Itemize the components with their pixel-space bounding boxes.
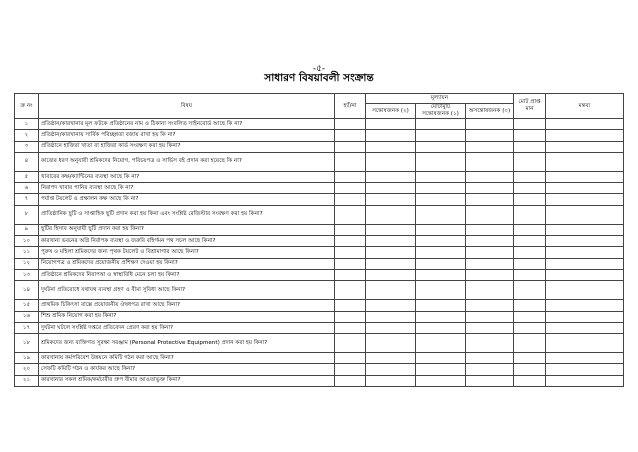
cell-total[interactable] <box>514 171 546 182</box>
cell-remarks[interactable] <box>546 247 624 258</box>
table-row <box>15 224 624 235</box>
cell-yes-no[interactable] <box>335 224 366 235</box>
row-serial: ১৫ <box>15 300 39 311</box>
cell-yes-no[interactable] <box>335 130 366 141</box>
cell-satisfactory[interactable] <box>366 269 416 280</box>
cell-remarks[interactable] <box>546 224 624 235</box>
cell-satisfactory[interactable] <box>366 171 416 182</box>
cell-yes-no[interactable] <box>335 300 366 311</box>
table-row <box>15 311 624 322</box>
header-subject: বিষয় <box>39 94 335 119</box>
cell-unsatisfactory[interactable] <box>466 152 514 171</box>
table-row <box>15 152 624 171</box>
cell-total[interactable] <box>514 119 546 130</box>
row-serial: ১৩ <box>15 269 39 280</box>
cell-remarks[interactable] <box>546 205 624 224</box>
cell-total[interactable] <box>514 375 546 386</box>
page-title: সাধারণ বিষয়াবলী সংক্রান্ত <box>264 72 374 84</box>
cell-satisfactory[interactable] <box>366 183 416 194</box>
table-row <box>15 353 624 364</box>
row-serial: ৭ <box>15 194 39 205</box>
row-serial: ৪ <box>15 152 39 171</box>
cell-yes-no[interactable] <box>335 375 366 386</box>
cell-total[interactable] <box>514 269 546 280</box>
cell-moderate[interactable] <box>416 152 466 171</box>
cell-total[interactable] <box>514 152 546 171</box>
cell-yes-no[interactable] <box>335 269 366 280</box>
cell-total[interactable] <box>514 205 546 224</box>
cell-unsatisfactory[interactable] <box>466 141 514 152</box>
table-row <box>15 205 624 224</box>
row-serial: ৮ <box>15 205 39 224</box>
table-row <box>15 322 624 333</box>
cell-unsatisfactory[interactable] <box>466 258 514 269</box>
cell-moderate[interactable] <box>416 322 466 333</box>
cell-satisfactory[interactable] <box>366 141 416 152</box>
row-question: কারখানার সকল শ্রমিক/কর্মচারীর গ্রুপ বীমার আওতাভুক্ত কিনা? <box>39 375 335 386</box>
cell-unsatisfactory[interactable] <box>466 236 514 247</box>
cell-satisfactory[interactable] <box>366 375 416 386</box>
cell-total[interactable] <box>514 183 546 194</box>
cell-remarks[interactable] <box>546 281 624 300</box>
cell-moderate[interactable] <box>416 334 466 353</box>
cell-remarks[interactable] <box>546 322 624 333</box>
row-question: প্রতিষ্ঠানে শ্রমিকদের নিরাপত্তা ও স্বাস্থ্যবিধি মেনে চলা হয় কিনা? <box>39 269 335 280</box>
row-serial: ২ <box>15 130 39 141</box>
cell-total[interactable] <box>514 300 546 311</box>
cell-unsatisfactory[interactable] <box>466 130 514 141</box>
cell-yes-no[interactable] <box>335 364 366 375</box>
cell-moderate[interactable] <box>416 375 466 386</box>
cell-satisfactory[interactable] <box>366 152 416 171</box>
cell-remarks[interactable] <box>546 141 624 152</box>
cell-yes-no[interactable] <box>335 322 366 333</box>
table-row <box>15 183 624 194</box>
cell-satisfactory[interactable] <box>366 311 416 322</box>
header-satisfactory: সন্তোষজনক (২) <box>366 104 416 119</box>
row-question: কারখানায় কর্মপরিবেশ উন্নয়নে কমিটি গঠন করা আছে কিনা? <box>39 353 335 364</box>
row-question: প্রাতিষ্ঠানিক ছুটি ও সাপ্তাহিক ছুটি প্রদান করা হয় কিনা এবং সংশ্লিষ্ট রেজিস্টার সংরক্ষণ করা হয় কিনা? <box>39 205 335 224</box>
table-row <box>15 119 624 130</box>
cell-total[interactable] <box>514 322 546 333</box>
table-row <box>15 171 624 182</box>
cell-moderate[interactable] <box>416 247 466 258</box>
cell-yes-no[interactable] <box>335 334 366 353</box>
header-remarks: মন্তব্য <box>546 94 624 119</box>
row-question: প্রাথমিক চিকিৎসা বাক্সে প্রয়োজনীয় ঔষধপত্র রাখা আছে কিনা? <box>39 300 335 311</box>
cell-yes-no[interactable] <box>335 247 366 258</box>
row-serial: ৩ <box>15 141 39 152</box>
cell-satisfactory[interactable] <box>366 281 416 300</box>
cell-remarks[interactable] <box>546 119 624 130</box>
row-serial: ১৭ <box>15 322 39 333</box>
cell-moderate[interactable] <box>416 130 466 141</box>
cell-moderate[interactable] <box>416 119 466 130</box>
cell-satisfactory[interactable] <box>366 300 416 311</box>
cell-satisfactory[interactable] <box>366 322 416 333</box>
cell-unsatisfactory[interactable] <box>466 171 514 182</box>
cell-unsatisfactory[interactable] <box>466 119 514 130</box>
cell-remarks[interactable] <box>546 269 624 280</box>
cell-remarks[interactable] <box>546 258 624 269</box>
cell-remarks[interactable] <box>546 375 624 386</box>
cell-unsatisfactory[interactable] <box>466 224 514 235</box>
cell-total[interactable] <box>514 236 546 247</box>
header-scoring: মূল্যায়ন <box>366 94 514 104</box>
row-question: সেফটি কমিটি গঠন ও কার্যকর আছে কিনা? <box>39 364 335 375</box>
row-serial: ২১ <box>15 375 39 386</box>
cell-remarks[interactable] <box>546 311 624 322</box>
cell-moderate[interactable] <box>416 300 466 311</box>
cell-remarks[interactable] <box>546 300 624 311</box>
cell-remarks[interactable] <box>546 194 624 205</box>
row-serial: ১২ <box>15 258 39 269</box>
row-question: প্রতিষ্ঠান/কারখানার মূল ফটকে প্রতিষ্ঠানের নাম ও ঠিকানা সংবলিত সাইনবোর্ড আছে কি না? <box>39 119 335 130</box>
header-yes-no: হ্যাঁ/না <box>335 94 366 119</box>
cell-unsatisfactory[interactable] <box>466 205 514 224</box>
table-row <box>15 269 624 280</box>
cell-unsatisfactory[interactable] <box>466 183 514 194</box>
cell-unsatisfactory[interactable] <box>466 269 514 280</box>
table-row <box>15 141 624 152</box>
cell-total[interactable] <box>514 334 546 353</box>
cell-yes-no[interactable] <box>335 152 366 171</box>
row-serial: ১৮ <box>15 334 39 353</box>
cell-unsatisfactory[interactable] <box>466 311 514 322</box>
cell-moderate[interactable] <box>416 171 466 182</box>
row-question: নিয়োগপত্র ও শ্রমিকদের প্রয়োজনীয় প্রশিক্ষণ দেওয়া হয় কিনা? <box>39 258 335 269</box>
cell-satisfactory[interactable] <box>366 364 416 375</box>
row-question: কাজের ধরণ অনুযায়ী শ্রমিকদের নিয়োগ, পরিচয়পত্র ও সার্ভিস বই প্রদান করা হয়েছে কি না? <box>39 152 335 171</box>
cell-total[interactable] <box>514 353 546 364</box>
table-row <box>15 364 624 375</box>
cell-satisfactory[interactable] <box>366 224 416 235</box>
table-row <box>15 247 624 258</box>
cell-satisfactory[interactable] <box>366 258 416 269</box>
cell-moderate[interactable] <box>416 311 466 322</box>
cell-remarks[interactable] <box>546 183 624 194</box>
cell-yes-no[interactable] <box>335 183 366 194</box>
cell-total[interactable] <box>514 130 546 141</box>
row-serial: ৫ <box>15 171 39 182</box>
cell-satisfactory[interactable] <box>366 205 416 224</box>
cell-yes-no[interactable] <box>335 119 366 130</box>
row-serial: ৬ <box>15 183 39 194</box>
row-question: খাবারের কক্ষ/ক্যান্টিনের ব্যবস্থা আছে কি না? <box>39 171 335 182</box>
cell-yes-no[interactable] <box>335 194 366 205</box>
cell-moderate[interactable] <box>416 194 466 205</box>
table-row <box>15 375 624 386</box>
cell-yes-no[interactable] <box>335 171 366 182</box>
row-serial: ১৯ <box>15 353 39 364</box>
cell-remarks[interactable] <box>546 364 624 375</box>
row-question: পুরুষ ও মহিলা শ্রমিকদের জন্য পৃথক টয়লেট ও বিশ্রামাগার আছে কিনা? <box>39 247 335 258</box>
row-serial: ৯ <box>15 224 39 235</box>
cell-satisfactory[interactable] <box>366 334 416 353</box>
table-row <box>15 334 624 353</box>
cell-satisfactory[interactable] <box>366 119 416 130</box>
header-unsatisfactory: অসন্তোষজনক (০) <box>466 104 514 119</box>
cell-yes-no[interactable] <box>335 205 366 224</box>
cell-moderate[interactable] <box>416 183 466 194</box>
cell-unsatisfactory[interactable] <box>466 281 514 300</box>
row-serial: ১৬ <box>15 311 39 322</box>
cell-total[interactable] <box>514 311 546 322</box>
cell-satisfactory[interactable] <box>366 247 416 258</box>
cell-moderate[interactable] <box>416 364 466 375</box>
row-question: ছুটির হিসাব অনুযায়ী ছুটি প্রদান করা হয় কিনা? <box>39 224 335 235</box>
cell-moderate[interactable] <box>416 281 466 300</box>
row-question: শ্রমিকদের জন্য ব্যক্তিগত সুরক্ষা সরঞ্জাম (Personal Protective Equipment) প্রদান করা হয় কিনা? <box>39 334 335 353</box>
cell-total[interactable] <box>514 258 546 269</box>
cell-unsatisfactory[interactable] <box>466 194 514 205</box>
cell-satisfactory[interactable] <box>366 236 416 247</box>
cell-yes-no[interactable] <box>335 353 366 364</box>
checklist-table <box>14 93 624 387</box>
table-row <box>15 258 624 269</box>
cell-yes-no[interactable] <box>335 258 366 269</box>
cell-moderate[interactable] <box>416 258 466 269</box>
cell-moderate[interactable] <box>416 205 466 224</box>
cell-remarks[interactable] <box>546 171 624 182</box>
row-serial: ১১ <box>15 247 39 258</box>
cell-moderate[interactable] <box>416 236 466 247</box>
table-row <box>15 194 624 205</box>
cell-unsatisfactory[interactable] <box>466 334 514 353</box>
page-number: -৫- <box>312 64 326 74</box>
header-serial: ক্র নং <box>15 94 39 119</box>
cell-remarks[interactable] <box>546 130 624 141</box>
cell-remarks[interactable] <box>546 334 624 353</box>
cell-unsatisfactory[interactable] <box>466 322 514 333</box>
cell-total[interactable] <box>514 281 546 300</box>
row-question: শিশু শ্রমিক নিয়োগ করা হয় কিনা? <box>39 311 335 322</box>
cell-unsatisfactory[interactable] <box>466 353 514 364</box>
cell-yes-no[interactable] <box>335 141 366 152</box>
row-question: প্রতিষ্ঠানে হাজিরা খাতা বা হাজিরা কার্ড সংরক্ষণ করা হয় কিনা? <box>39 141 335 152</box>
cell-moderate[interactable] <box>416 224 466 235</box>
row-question: নিরাপদ খাবার পানির ব্যবস্থা আছে কি না? <box>39 183 335 194</box>
table-row <box>15 281 624 300</box>
row-question: পর্যাপ্ত টয়লেট ও প্রক্ষালন কক্ষ আছে কি না? <box>39 194 335 205</box>
cell-remarks[interactable] <box>546 152 624 171</box>
cell-moderate[interactable] <box>416 141 466 152</box>
row-serial: ১০ <box>15 236 39 247</box>
cell-yes-no[interactable] <box>335 236 366 247</box>
cell-total[interactable] <box>514 247 546 258</box>
table-row <box>15 300 624 311</box>
row-question: প্রতিষ্ঠান/কারখানায় সার্বিক পরিচ্ছন্নতা বজায় রাখা হয় কি না? <box>39 130 335 141</box>
cell-unsatisfactory[interactable] <box>466 300 514 311</box>
cell-satisfactory[interactable] <box>366 130 416 141</box>
cell-total[interactable] <box>514 194 546 205</box>
header-total: মোট প্রাপ্ত মান <box>514 94 546 119</box>
cell-unsatisfactory[interactable] <box>466 247 514 258</box>
header-moderate: মোটামুটি সন্তোষজনক (১) <box>416 104 466 119</box>
cell-satisfactory[interactable] <box>366 353 416 364</box>
cell-total[interactable] <box>514 364 546 375</box>
row-question: কারখানা ভবনের অগ্নি নির্বাপক ব্যবস্থা ও জরুরি বহির্গমন পথ সচল আছে কিনা? <box>39 236 335 247</box>
row-serial: ২০ <box>15 364 39 375</box>
cell-moderate[interactable] <box>416 269 466 280</box>
cell-total[interactable] <box>514 224 546 235</box>
cell-unsatisfactory[interactable] <box>466 364 514 375</box>
cell-total[interactable] <box>514 141 546 152</box>
cell-remarks[interactable] <box>546 236 624 247</box>
table-row <box>15 236 624 247</box>
cell-moderate[interactable] <box>416 353 466 364</box>
row-question: দুর্ঘটনা ঘটলে সংশ্লিষ্ট দপ্তরে প্রতিবেদন প্রেরণ করা হয় কিনা? <box>39 322 335 333</box>
row-serial: ১৪ <box>15 281 39 300</box>
row-serial: ১ <box>15 119 39 130</box>
cell-unsatisfactory[interactable] <box>466 375 514 386</box>
cell-yes-no[interactable] <box>335 281 366 300</box>
cell-remarks[interactable] <box>546 353 624 364</box>
row-question: দুর্ঘটনা প্রতিরোধে যথাযথ ব্যবস্থা গ্রহণ ও বীমা সুবিধা আছে কিনা? <box>39 281 335 300</box>
table-row <box>15 130 624 141</box>
cell-satisfactory[interactable] <box>366 194 416 205</box>
cell-yes-no[interactable] <box>335 311 366 322</box>
